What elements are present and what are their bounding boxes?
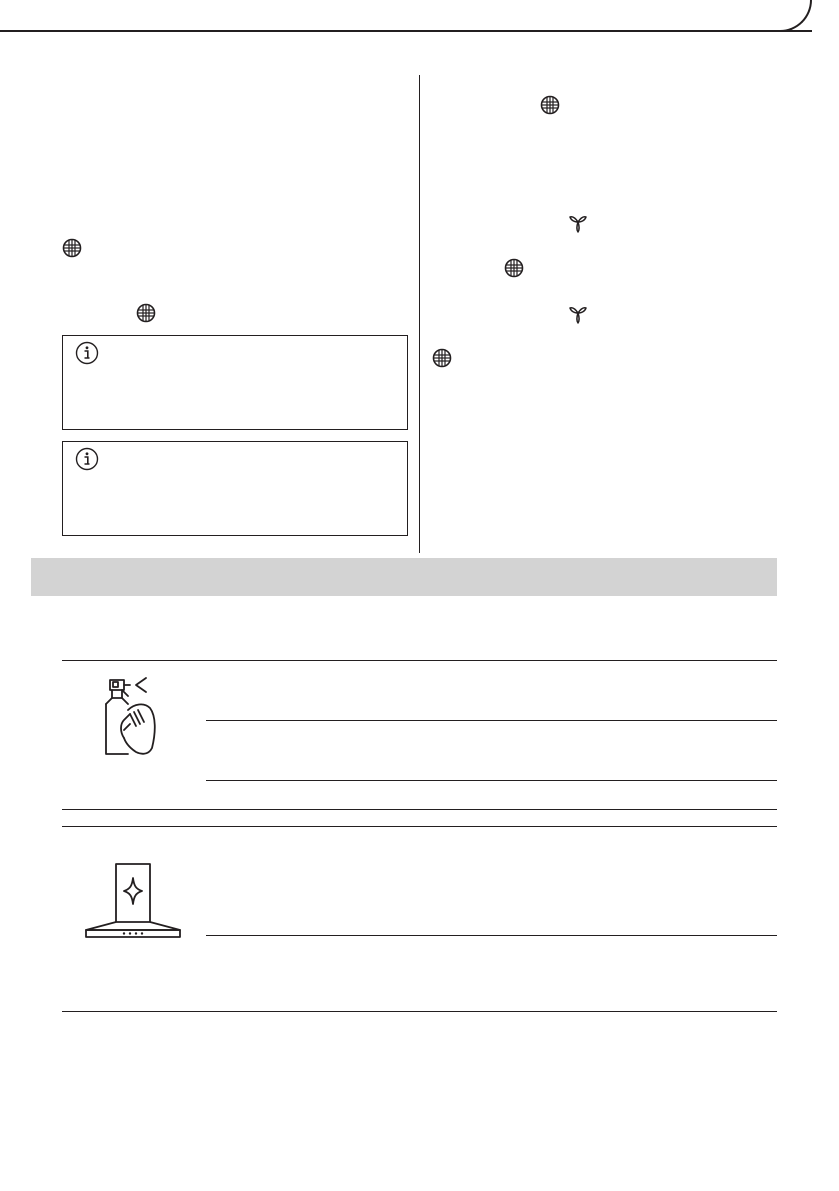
grid-filter-icon (504, 258, 524, 278)
spray-cleaning-icon (100, 674, 160, 758)
fan-icon (566, 211, 590, 235)
grid-filter-icon (62, 238, 82, 258)
column-divider (419, 75, 420, 553)
grid-filter-icon (432, 348, 452, 368)
grid-filter-icon (136, 303, 156, 323)
table-row-divider (206, 935, 777, 936)
table-row-divider (206, 720, 777, 721)
info-note (62, 335, 408, 430)
grid-filter-icon (540, 95, 560, 115)
top-corner-curve (780, 0, 812, 32)
table-section-line (62, 826, 777, 827)
table-section-line (62, 809, 777, 810)
table-top-line (62, 660, 777, 661)
fan-icon (566, 302, 590, 326)
table-row-divider (206, 780, 777, 781)
info-note (62, 441, 408, 536)
info-icon (75, 447, 99, 471)
hood-shine-icon (84, 862, 182, 940)
top-border-line (0, 30, 812, 32)
table-bottom-line (62, 1011, 777, 1012)
info-icon (75, 341, 99, 365)
section-heading-bar (31, 558, 777, 596)
